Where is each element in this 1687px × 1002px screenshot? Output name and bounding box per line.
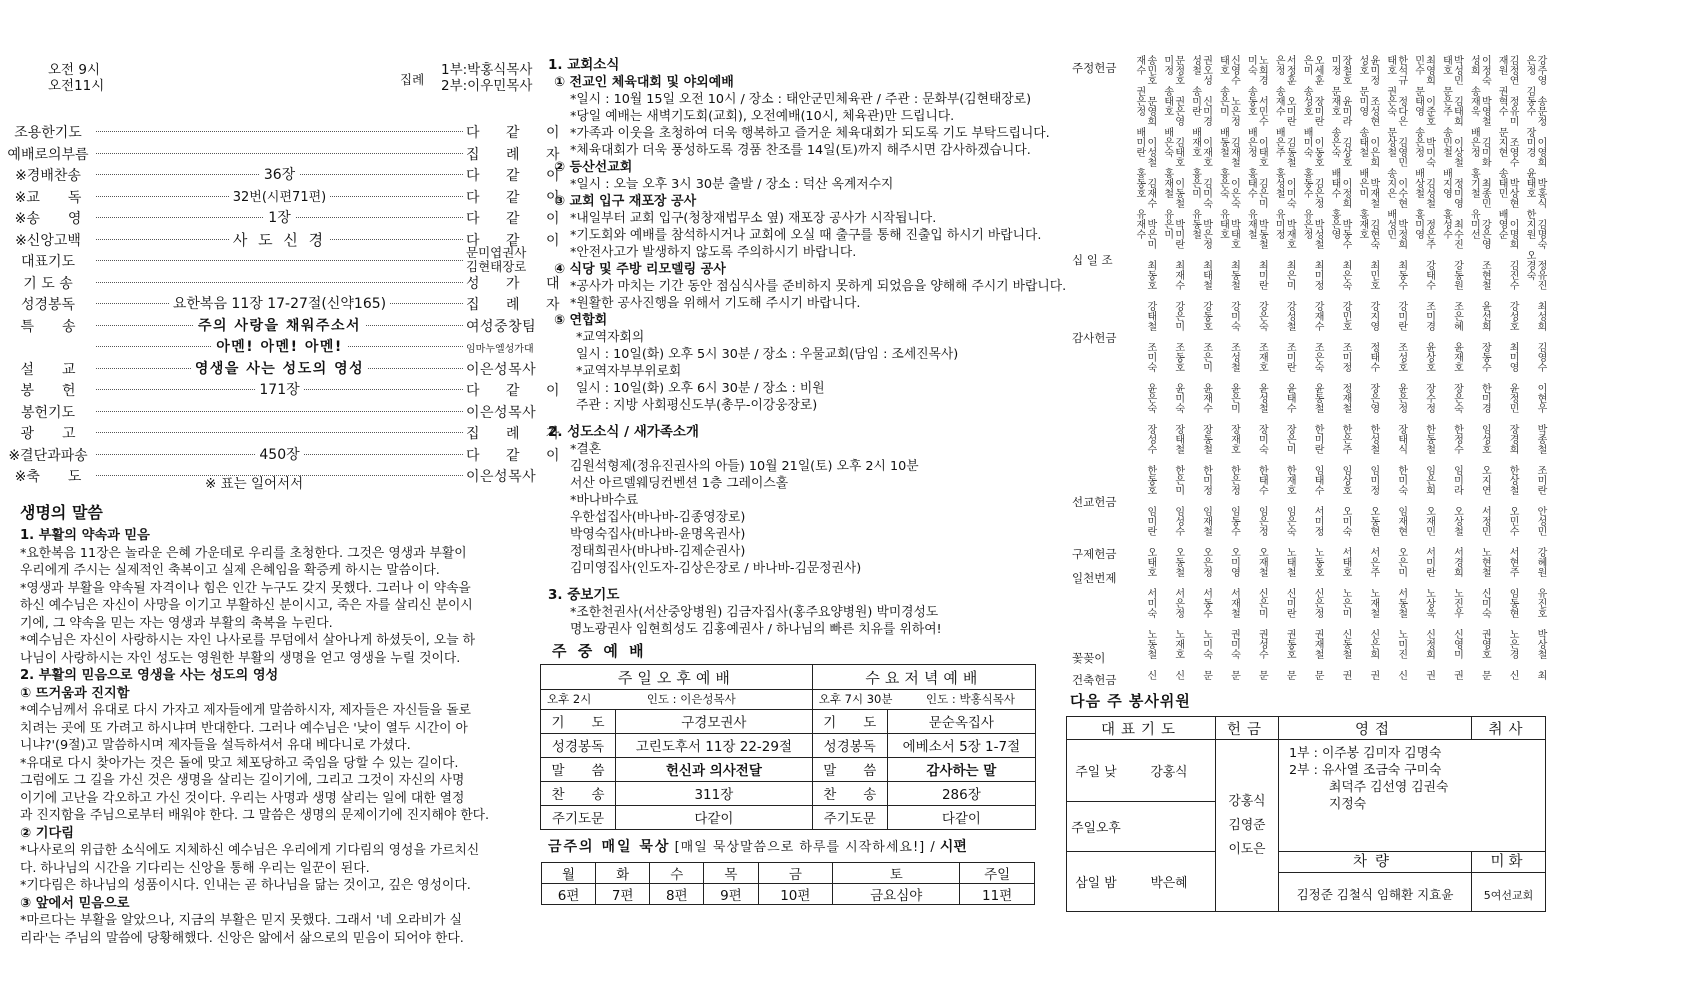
news-item-title: ④ 식당 및 주방 리모델링 공사 [554,262,726,277]
news-line: *공사가 마치는 기간 동안 점심식사를 준비하지 못하게 되었음을 양해해 주시기 바랍니다. [570,279,1067,294]
daily-day: 주일 [960,863,1035,884]
word-heading: 2. 부활의 믿음으로 영생을 사는 성도의 영성 [20,668,279,683]
word-line: *유대로 다시 찾아가는 것은 돌에 맞고 체포당하고 죽임을 당할 수 있는 길이다. [20,755,459,771]
offering-label: 구제헌금 [1072,547,1117,561]
news-line: 주관 : 지방 사회평신도부(총무-이강웅장로) [576,398,818,413]
leader-dots [96,432,463,433]
order-row [0,206,571,228]
serve-header-greet: 영접 [1279,717,1472,740]
daily-value: 6편 [542,884,596,905]
word-title: 생명의 말씀 [20,503,103,522]
news-line [548,414,1048,424]
flower-cell [1472,852,1546,912]
word-heading: ③ 앞에서 믿음으로 [20,895,130,911]
order-item-content: 171장 [96,379,463,399]
order-of-service [0,120,571,486]
news-line: *일시 : 10월 15일 오전 10시 / 장소 : 태안군민체육관 / 주관 : 문화부(김현태장로) [570,92,1032,107]
daily-note: [매일 묵상말씀으로 하루를 시작하세요!] / [674,840,936,855]
offering-names-column: 이정숙 박영철 김미화 최종민 강은영 조현철 윤선희 장동수 한미경 임성호 오지연 서정민 노현철 신미숙 권영호 문성희 송재욱 배은정 홍기철 유미선 [1468,55,1491,680]
sunday-pm-item: 성경봉독 [541,733,616,757]
offering-names-column: 신영수 노은정 김재철 이은숙 박태호 최동철 강미숙 조성철 윤은미 장재호 한은정 임동수 오미영 서재철 권미숙 문태호 송은미 배동철 홍은숙 유태호 [1217,55,1240,680]
order-item-name: 대표기도 [20,254,76,270]
weekly-row [541,781,1036,805]
service-time-1: 오전 9시 [48,62,101,78]
greet-line: 2부 : 유사열 조금숙 구미숙 [1289,763,1442,778]
news-section-title: 2. 성도소식 / 새가족소개 [548,424,699,440]
order-row [0,271,571,293]
offering-label: 감사헌금 [1072,331,1117,345]
order-item-name: ※신앙고백 [15,232,81,249]
church-news [548,57,1067,638]
order-item-person: 다 같 이 [466,168,571,184]
order-item-name: ※축 도 [14,469,82,485]
serve-row-1 [1067,740,1216,802]
news-line: *가족과 이웃을 초청하여 더욱 행복하고 즐거운 체육대회가 되도록 기도 부탁드립니다. [570,126,1050,141]
car-names: 김정준 김철식 임해환 지효윤 [1296,887,1454,902]
weekly-row [541,757,1036,781]
offering-label: 십 일 조 [1072,253,1113,267]
leader-dots [96,131,463,132]
serve-row-3 [1067,852,1216,912]
order-row [0,163,571,185]
order-row [0,357,545,379]
service-header [26,62,544,96]
daily-value: 8편 [650,884,704,905]
word-line: *요한복음 11장은 놀라운 은혜 가운데로 우리를 초청한다. 그것은 영생과 부활이 [20,545,467,561]
daily-day: 수 [650,863,704,884]
news-line: 김원석형제(정유진권사의 아들) 10월 21일(토) 오후 2시 10분 [570,459,919,474]
wed-pm-title: 수요저녁예배 [812,665,1035,690]
order-row [0,443,571,465]
wed-pm-item: 성경봉독 [812,733,887,757]
daily-meditation-table [541,862,1035,905]
order-item-person: 임마누엘성가대 [466,344,534,355]
offering-names-column: 강주영 송문정 이영희 박홍식 김명숙 정유진 최성희 김영수 이현우 박종철 조미란 안성민 강혜원 유진호 박상철 최은정 김동수 장미경 윤태호 한지원 오경숙 [1524,55,1546,680]
order-row [0,400,545,422]
order-item-person: 다 같 이 [466,447,571,464]
order-item-person: 성 가 대 [466,275,571,292]
order-item-person: 다 같 이 [466,383,571,399]
word-line: *기다림은 하나님의 성품이시다. 인내는 곧 하나님을 닮는 것이고, 깊은 영성이다. [20,878,471,893]
wed-pm-leader: 인도 : 박홍식목사 [926,692,1015,707]
serve-row-name: 박은혜 [1150,876,1188,891]
order-row [0,378,571,400]
wed-pm-item: 기 도 [812,709,887,733]
offering-names-column: 권오성 신미경 이재호 김미숙 박은정 최태철 강동호 조은미 윤재수 장동철 한미정 임재철 오은정 서동수 노미숙 문성철 송미란 배재호 홍은미 유동철 [1189,55,1212,680]
order-item-name: 조용한기도 [14,125,82,141]
order-row [0,120,571,142]
weekly-row [541,733,1036,757]
offering-names-column: 송민호 문영희 이성철 김재수 박은미 최동호 강태철 조미숙 윤은숙 장성수 한동호 임미란 오태호 서미숙 노동철 신재수 권은정 배미란 홍동호 유재수 [1133,55,1156,680]
order-item-person: 문미엽권사 김현태장로 [466,245,527,274]
word-line: 치려는 곳에 또 가려고 하시냐며 반대한다. 그러나 예수님은 '낮이 열두 시간이 아 [20,720,468,736]
offering-names [1216,740,1279,912]
word-of-life [20,500,520,947]
leader-label: 집례 [400,72,425,87]
daily-day: 월 [542,863,596,884]
order-item-name: 봉헌기도 [20,404,76,421]
news-line: 박영숙집사(바나바-윤명옥권사) [570,527,746,542]
news-line: 정태희권사(바나바-김제순권사) [570,544,746,559]
daily-value: 10편 [758,884,833,905]
word-heading: 1. 부활의 약속과 믿음 [20,528,150,543]
wed-pm-value: 에베소서 5장 1-7절 [887,733,1035,757]
serve-row-name: 강홍식 [1150,765,1188,780]
order-item-name: 예배로의부름 [7,146,89,163]
flower-label: 미화 [1472,852,1545,873]
word-line: *예수님은 자신이 사랑하시는 자인 나사로를 무덤에서 살아나게 하셨듯이, 오늘 하 [20,633,476,648]
wed-pm-item: 주기도문 [812,805,887,829]
news-line: 우한섭집사(바나바-김종영장로) [570,510,746,525]
weekly-worship-title: 주 중 예 배 [552,642,647,660]
leader-dots [96,282,463,283]
order-item-content: 아멘! 아멘! 아멘! [96,336,463,356]
greet-line: 최덕주 김선영 김권숙 [1329,780,1449,795]
order-row [0,314,545,336]
sunday-pm-title: 주일오후예배 [541,665,813,690]
news-line: *교역자부부위로회 [576,364,682,379]
offering-names-column: 윤미정 조성현 이은희 박재철 김현숙 최민호 강지영 정태수 장은영 한성철 임미정 오동현 서은주 노재철 신은희 권성호 문미영 송태철 배은미 홍재호 [1356,55,1379,680]
news-line: *체육대회가 더욱 풍성하도록 경품 찬조를 14일(토)까지 해주시면 감사하겠습니다. [570,143,1031,158]
serve-row-label: 주일오후 [1071,821,1121,836]
word-line: *나사로의 위급한 소식에도 지체하신 예수님은 우리에게 기다림의 영성을 가르치신 [20,843,480,858]
word-line: 이기에 고난을 각오하고 가신 것이다. 우리는 사명과 생명 살리는 일에 대한 열정 [20,790,465,806]
daily-day: 금 [758,863,833,884]
news-line: *교역자회의 [576,330,645,345]
offering-name: 김영준 [1228,817,1266,833]
order-item-name: ※교 독 [14,189,82,206]
news-line: 명노광권사 임현희성도 김홍예권사 / 하나님의 빠른 치유를 위하여! [570,622,942,637]
news-line: 일시 : 10일(화) 오후 5시 30분 / 장소 : 우물교회(담임 : 조세진목사) [576,347,959,362]
leader-2: 2부:이우민목사 [441,78,533,94]
news-line: 서산 아르델웨딩컨벤션 1층 그레이스홀 [570,476,789,491]
wed-pm-info [812,690,1035,709]
serve-header-offering: 헌금 [1216,717,1279,740]
offering-names-column: 장철호 윤미라 김상호 이정희 박동수 최은숙 강민호 조미정 정재철 한은주 임상호 오미숙 서태호 노은미 신동철 권미정 문재호 송은숙 배태수 홍은영 [1328,55,1351,680]
daily-meditation-title [548,836,967,856]
offering-names-column: 오세훈 장미란 이동호 김은정 박성철 최미정 강재수 조은숙 윤동철 한미란 임태수 서미정 노동호 신은정 권재철 문은미 송성호 배미숙 홍동수 유은정 [1301,55,1324,680]
sunday-pm-item: 기 도 [541,709,616,733]
order-item-name: 성경봉독 [20,297,76,313]
word-line: 리라'는 주님의 말씀에 당황해했다. 신앙은 앎에서 삶으로의 믿음이 되어야 한다. [20,930,464,946]
leader-dots [96,260,463,261]
order-item-name: ※송 영 [14,211,82,227]
service-leaders [441,62,532,94]
sunday-pm-item: 말 씀 [541,757,616,781]
daily-value: 7편 [596,884,650,905]
news-item-title: ② 등산선교회 [554,160,633,175]
order-item-content: 1장 [96,207,463,227]
order-item-person: 집 례 자 [466,426,571,442]
leader-1: 1부:박홍식목사 [441,62,533,78]
news-line: *바나바수료 [570,493,639,508]
wed-pm-value: 감사하는 말 [887,757,1035,781]
news-line: *원활한 공사진행을 위해서 기도해 주시기 바랍니다. [570,296,861,311]
service-times [48,62,104,94]
news-line: *기도회와 예배를 참석하시거나 교회에 오실 때 출구를 통해 진출입 하시기 바랍니다. [570,228,1042,243]
flower-value: 5여선교회 [1483,889,1534,902]
order-item-name: 기 도 송 [23,275,73,292]
car-cell [1279,852,1472,912]
order-item-person: 집 례 자 [466,146,571,163]
order-item-content: 사 도 신 경 [96,229,463,250]
offering-names-column: 노희경 서민수 이태호 김은미 박동철 최미란 강은숙 조재호 윤성철 장미숙 한태수 임은정 오재철 신은미 권성수 문미숙 송동호 배은정 홍태수 유재철 [1245,55,1268,680]
word-line: 다. 하나님의 시간을 기다리는 신앙을 통해 우리는 일꾼이 된다. [20,860,370,876]
order-row [0,228,571,250]
news-section-title: 1. 교회소식 [548,57,620,73]
serve-row-label: 삼일 밤 [1075,876,1117,891]
word-line: 나님이 사랑하시는 자인 성도는 영원한 부활의 생명을 얻고 영생을 누릴 것이다. [20,650,461,666]
order-row [0,142,571,164]
order-item-person: 다 같 이 [466,125,571,141]
offering-names-column: 한석규 정다은 김영민 이수현 박정희 최동수 강미란 조성호 윤은정 장태식 한미숙 임재현 오은미 서동철 노미진 신태호 권은숙 문상철 송지은 배성민 [1384,55,1407,680]
wed-pm-value: 다같이 [887,805,1035,829]
offering-label: 일천번제 [1072,571,1117,585]
service-time-2: 오전11시 [48,78,105,94]
order-row [0,421,571,443]
word-line: 기에, 그 약속을 믿는 자는 영생과 부활의 축복을 누린다. [20,615,333,631]
serve-row-2 [1067,802,1216,852]
weekly-row [541,709,1036,733]
sunday-pm-item: 찬 송 [541,781,616,805]
order-row [0,185,571,207]
word-line: *마르다는 부활을 알았으나, 지금의 부활은 믿지 못했다. 그래서 '네 오라비가 실 [20,913,462,928]
offering-names-column: 김정연 정유미 조영수 박상현 이명희 김진수 강성호 최미영 윤정민 장경희 한상철 오민수 서현주 임동현 노은경 신재원 권혁수 문지현 송태민 배영순 [1496,55,1519,680]
daily-value: 9편 [704,884,758,905]
daily-title-text: 금주의 매일 묵상 [548,839,671,855]
word-line: *예수님께서 유대로 다시 가자고 제자들에게 말씀하시자, 제자들은 자신들을 돌로 [20,703,471,718]
order-item-name: 설 교 [20,361,76,378]
order-row [0,245,545,274]
news-line: *조한천권사(서산중앙병원) 김금자집사(홍주요양병원) 박미경성도 [570,605,939,620]
leader-dots [96,153,463,154]
order-item-name: ※경배찬송 [15,168,81,184]
news-item-title: ① 전교인 체육대회 및 야외예배 [554,75,734,90]
daily-day: 토 [833,863,960,884]
order-item-name: 봉 헌 [20,383,76,399]
wed-pm-value: 286장 [887,781,1035,805]
wed-pm-time: 오후 7시 30분 [818,692,893,707]
news-line [548,577,1048,587]
word-line: 과 진지함을 주님으로부터 배워야 한다. 그 말씀은 생명의 문제이기에 진지해야 한다. [20,808,490,823]
order-item-person: 다 같 이 [466,232,571,249]
news-line: *일시 : 오늘 오후 3시 30분 출발 / 장소 : 덕산 옥계저수지 [570,177,894,192]
word-line: 니냐?'(9절)고 말씀하시며 제자들을 설득하셔서 유대 베다니로 가셨다. [20,738,411,753]
order-row [0,292,571,314]
leader-dots [96,411,463,412]
daily-value: 금요심야 [833,884,960,905]
wed-pm-item: 말 씀 [812,757,887,781]
order-item-person: 여성중창팀 [466,318,537,335]
news-line: 일시 : 10일(화) 오후 6시 30분 / 장소 : 비원 [576,381,825,396]
greet-names [1279,740,1546,852]
daily-value: 11편 [960,884,1035,905]
sunday-pm-info [541,690,813,709]
greet-line: 1부 : 이주봉 김미자 김명숙 [1289,746,1442,761]
order-row [0,335,545,357]
news-item-title: ③ 교회 입구 재포장 공사 [554,194,697,209]
order-item-person: 이은성목사 [466,469,537,485]
offering-label: 꽃꽂이 [1072,651,1106,665]
word-body [20,527,520,947]
order-item-name: 광 고 [20,426,76,442]
sunday-pm-value: 구경모권사 [616,709,813,733]
news-item-title: ⑤ 연합회 [554,313,608,328]
order-item-person: 이은성목사 [466,404,537,421]
offering-names-grid [1128,55,1546,685]
order-item-person: 다 같 이 [466,189,571,206]
news-line: *내일부터 교회 입구(청창재법무소 옆) 재포장 공사가 시작됩니다. [570,211,937,226]
weekly-row [541,805,1036,829]
offering-label: 주정헌금 [1072,61,1117,75]
news-line: 김미영집사(인도자-김상은장로 / 바나바-김문정권사) [570,561,862,576]
news-section-title: 3. 중보기도 [548,587,620,603]
sunday-pm-value: 311장 [616,781,813,805]
news-line: *결혼 [570,442,602,457]
order-item-content: 36장 [96,164,463,184]
offering-name: 이도은 [1228,841,1266,857]
serve-header-prayer: 대표기도 [1067,717,1216,740]
serve-header-cook: 취사 [1472,717,1546,740]
daily-day: 목 [704,863,758,884]
serve-row-label: 주일 낮 [1075,765,1117,780]
wed-pm-item: 찬 송 [812,781,887,805]
greet-line: 지정숙 [1329,797,1367,812]
serve-table [1066,716,1546,912]
order-item-content: 32번(시편71편) [96,186,463,205]
news-line: *안전사고가 발생하지 않도록 주의하시기 바랍니다. [570,245,857,260]
sunday-pm-value: 고린도후서 11장 22-29절 [616,733,813,757]
car-label: 차량 [1279,852,1471,873]
news-line: *당일 예배는 새벽기도회(교회), 오전예배(10시, 체육관)만 드립니다. [570,109,955,124]
offering-names-column: 문정호 권은영 김태호 이동철 박미란 최재수 강은미 조동호 윤미숙 장태철 한은미 임성수 오동철 서은정 노재호 신미정 송태호 배은숙 홍재철 유은미 [1161,55,1184,680]
order-item-content: 영생을 사는 성도의 영성 [96,358,463,378]
offering-names-column: 서정훈 오미란 김동철 이미숙 박재호 최은미 강성철 조미란 윤태수 장은미 한재호 임은숙 노태철 신미란 권동호 문은정 송재수 배은주 홍성철 유미정 [1273,55,1296,680]
offering-names-column: 박성민 김태희 이상철 정미영 최수진 강동원 조은혜 윤재호 장은숙 한정수 임미라 오상철 서경희 노진우 신영미 권태호 문은주 송민철 배지영 홍성수 [1440,55,1463,680]
serve-title: 다음 주 봉사위원 [1070,692,1191,710]
sunday-pm-value: 헌신과 의사전달 [616,757,813,781]
offering-names-column: 최영희 이준호 박미숙 김성철 정은주 강태수 조미경 윤상호 장수정 한동철 임은희 오재민 서미란 노상욱 신정희 권민수 문태영 송은정 배상철 홍미영 [1412,55,1435,680]
sunday-pm-leader: 인도 : 이은성목사 [646,692,736,707]
order-item-person: 이은성목사 [466,361,537,378]
offering-label: 선교헌금 [1072,495,1117,509]
word-line: *영생과 부활을 약속될 자격이나 힘은 인간 누구도 갖지 못했다. 그러나 이 약속을 [20,580,471,596]
offering-name: 강홍식 [1228,793,1266,809]
wed-pm-value: 문순옥집사 [887,709,1035,733]
word-heading: ① 뜨거움과 진지함 [20,685,130,701]
order-item-name: ※결단과파송 [8,447,88,464]
daily-day: 화 [596,863,650,884]
order-item-person: 집 례 자 [466,297,571,313]
stand-note: ※ 표는 일어서서 [205,476,304,492]
sunday-pm-value: 다같이 [616,805,813,829]
word-line: 그럼에도 그 길을 가신 것은 생명을 살리는 길이기에, 그리고 그것이 자신의 사명 [20,773,465,788]
order-item-content: 주의 사랑을 채워주소서 [96,315,463,335]
sunday-pm-item: 주기도문 [541,805,616,829]
order-item-content: 요한복음 11장 17-27절(신약165) [96,293,463,313]
offering-label: 건축헌금 [1072,673,1117,687]
order-item-person: 다 같 이 [466,211,571,227]
word-line: 우리에게 주시는 실제적인 축복이고 실제 은혜임을 확증케 하시는 말씀이다. [20,563,440,578]
word-heading: ② 기다림 [20,825,74,841]
order-item-content: 450장 [96,444,463,464]
word-line: 하신 예수님은 자신이 사망을 이기고 부활하신 분이시고, 죽은 자를 살리신 분이시 [20,598,473,613]
weekly-worship-table [540,664,1036,830]
order-item-name: 특 송 [20,318,76,335]
daily-psalm: 시편 [939,839,967,855]
sunday-pm-time: 오후 2시 [547,692,592,707]
